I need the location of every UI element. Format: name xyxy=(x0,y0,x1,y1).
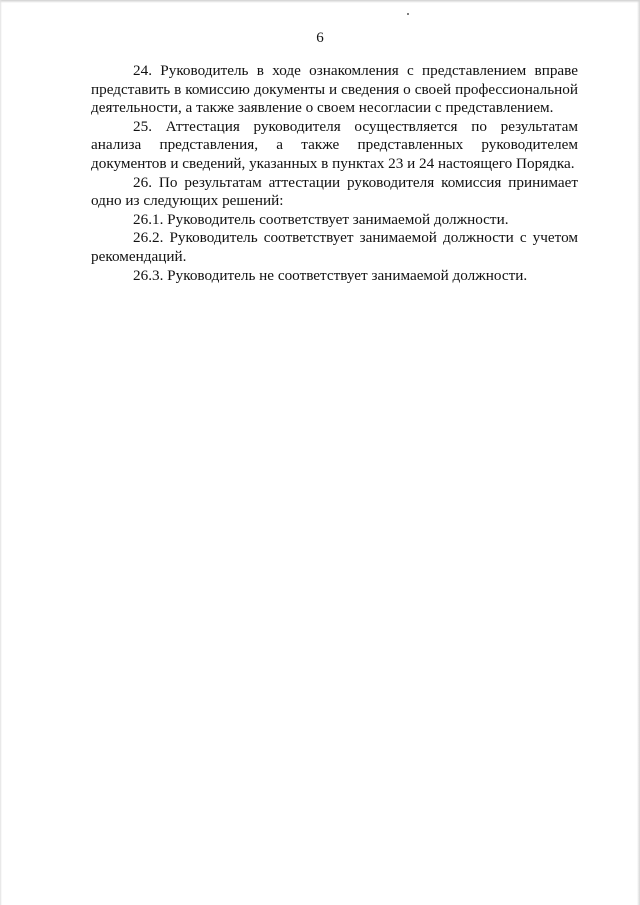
document-body xyxy=(91,62,578,285)
paragraph-26-2: 26.2. Руководитель соответствует занимаемой должности с учетом рекомендаций. xyxy=(91,229,578,265)
scan-edge-top xyxy=(0,0,640,3)
paragraph-26: 26. По результатам аттестации руководителя комиссия принимает одно из следующих решений: xyxy=(91,173,578,210)
scan-edge-left xyxy=(0,0,2,905)
paragraph-24: 24. Руководитель в ходе ознакомления с представлением вправе представить в комиссию документы и сведения о своей профессиональной деятельности, а также заявление о своем несогласии с представлением. xyxy=(91,62,578,117)
paragraph-26-3: 26.3. Руководитель не соответствует занимаемой должности. xyxy=(133,266,528,284)
page-number: 6 xyxy=(316,30,324,46)
paragraph-25: 25. Аттестация руководителя осуществляется по результатам анализа представления, а также представленных руководителем документов и сведений, указанных в пунктах 23 и 24 настоящего Порядка. xyxy=(91,117,578,172)
scan-artifact-dot xyxy=(407,13,409,15)
paragraph-26-1: 26.1. Руководитель соответствует занимаемой должности. xyxy=(133,210,509,228)
